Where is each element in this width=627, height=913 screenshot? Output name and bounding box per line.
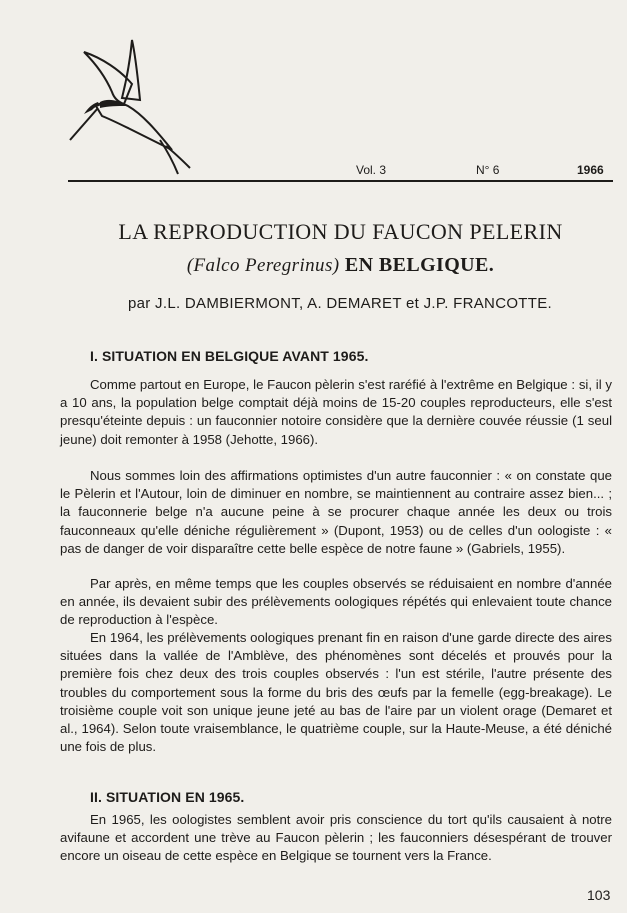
header-rule [68, 180, 613, 182]
paragraph: En 1965, les oologistes semblent avoir pris conscience du tort qu'ils causaient à notre avifaune et accordent une trève au Faucon pèlerin ; les fauconniers désespérant de trouver encore un oiseau de cette espèce en Belgique se tournent vers la France. [60, 812, 612, 864]
bird-logo [62, 22, 200, 182]
issue-year: 1966 [577, 163, 604, 177]
paragraph: Comme partout en Europe, le Faucon pèlerin s'est raréfié à l'extrême en Belgique : si, il y a 10 ans, la population belge comptait déjà moins de 15-20 couples reproducteurs, elle s'est presqu'éteinte depuis : un fauconnier notoire considère que la dernière couvée réussie (1 seul jeune) doit remonter à 1958 (Jehotte, 1966). [60, 377, 612, 447]
page-number: 103 [587, 887, 611, 903]
issue-number: N° 6 [476, 163, 500, 177]
article-subtitle [68, 254, 613, 277]
paragraph: Par après, en même temps que les couples observés se réduisaient en nombre d'année en année, ils devaient subir des prélèvements oologiques répétés qui enlevaient toute chance de reproduction à l'espèce. [60, 576, 612, 628]
section-heading-1: I. SITUATION EN BELGIQUE AVANT 1965. [90, 348, 369, 364]
subtitle-rest: EN BELGIQUE. [344, 254, 495, 276]
article-title: LA REPRODUCTION DU FAUCON PELERIN [118, 219, 563, 244]
paragraph: En 1964, les prélèvements oologiques prenant fin en raison d'une garde directe des aires situées dans la vallée de l'Amblève, des phénomènes sont décelés et prouvés pour la première fois chez deux des trois couples observés : l'un est stérile, l'autre présente des troubles du comportement sous la forme du bris des œufs par la femelle (egg-breakage). Le troisième couple voit son unique jeune jeté au bas de l'aire par un violent orage (Demaret et al., 1964). Selon toute vraisemblance, le quatrième couple, sur la Haute-Meuse, a été déniché une fois de plus. [60, 630, 612, 755]
authors-byline: par J.L. DAMBIERMONT, A. DEMARET et J.P. FRANCOTTE. [128, 295, 552, 312]
latin-name: (Falco Peregrinus) [186, 255, 340, 276]
section-heading-2: II. SITUATION EN 1965. [90, 789, 245, 805]
volume-label: Vol. 3 [356, 163, 387, 177]
paragraph: Nous sommes loin des affirmations optimistes d'un autre fauconnier : « on constate que le Pèlerin et l'Autour, loin de diminuer en nombre, se maintiennent au contraire assez bien... ; la fauconnerie belge n'a aucune peine à se procurer chaque année les deux ou trois fauconneaux qu'elle déniche régulièrement » (Dupont, 1953) ou de celles d'un oologiste : « pas de danger de voir disparaître cette belle espèce de notre faune » (Gabriels, 1955). [60, 468, 612, 556]
